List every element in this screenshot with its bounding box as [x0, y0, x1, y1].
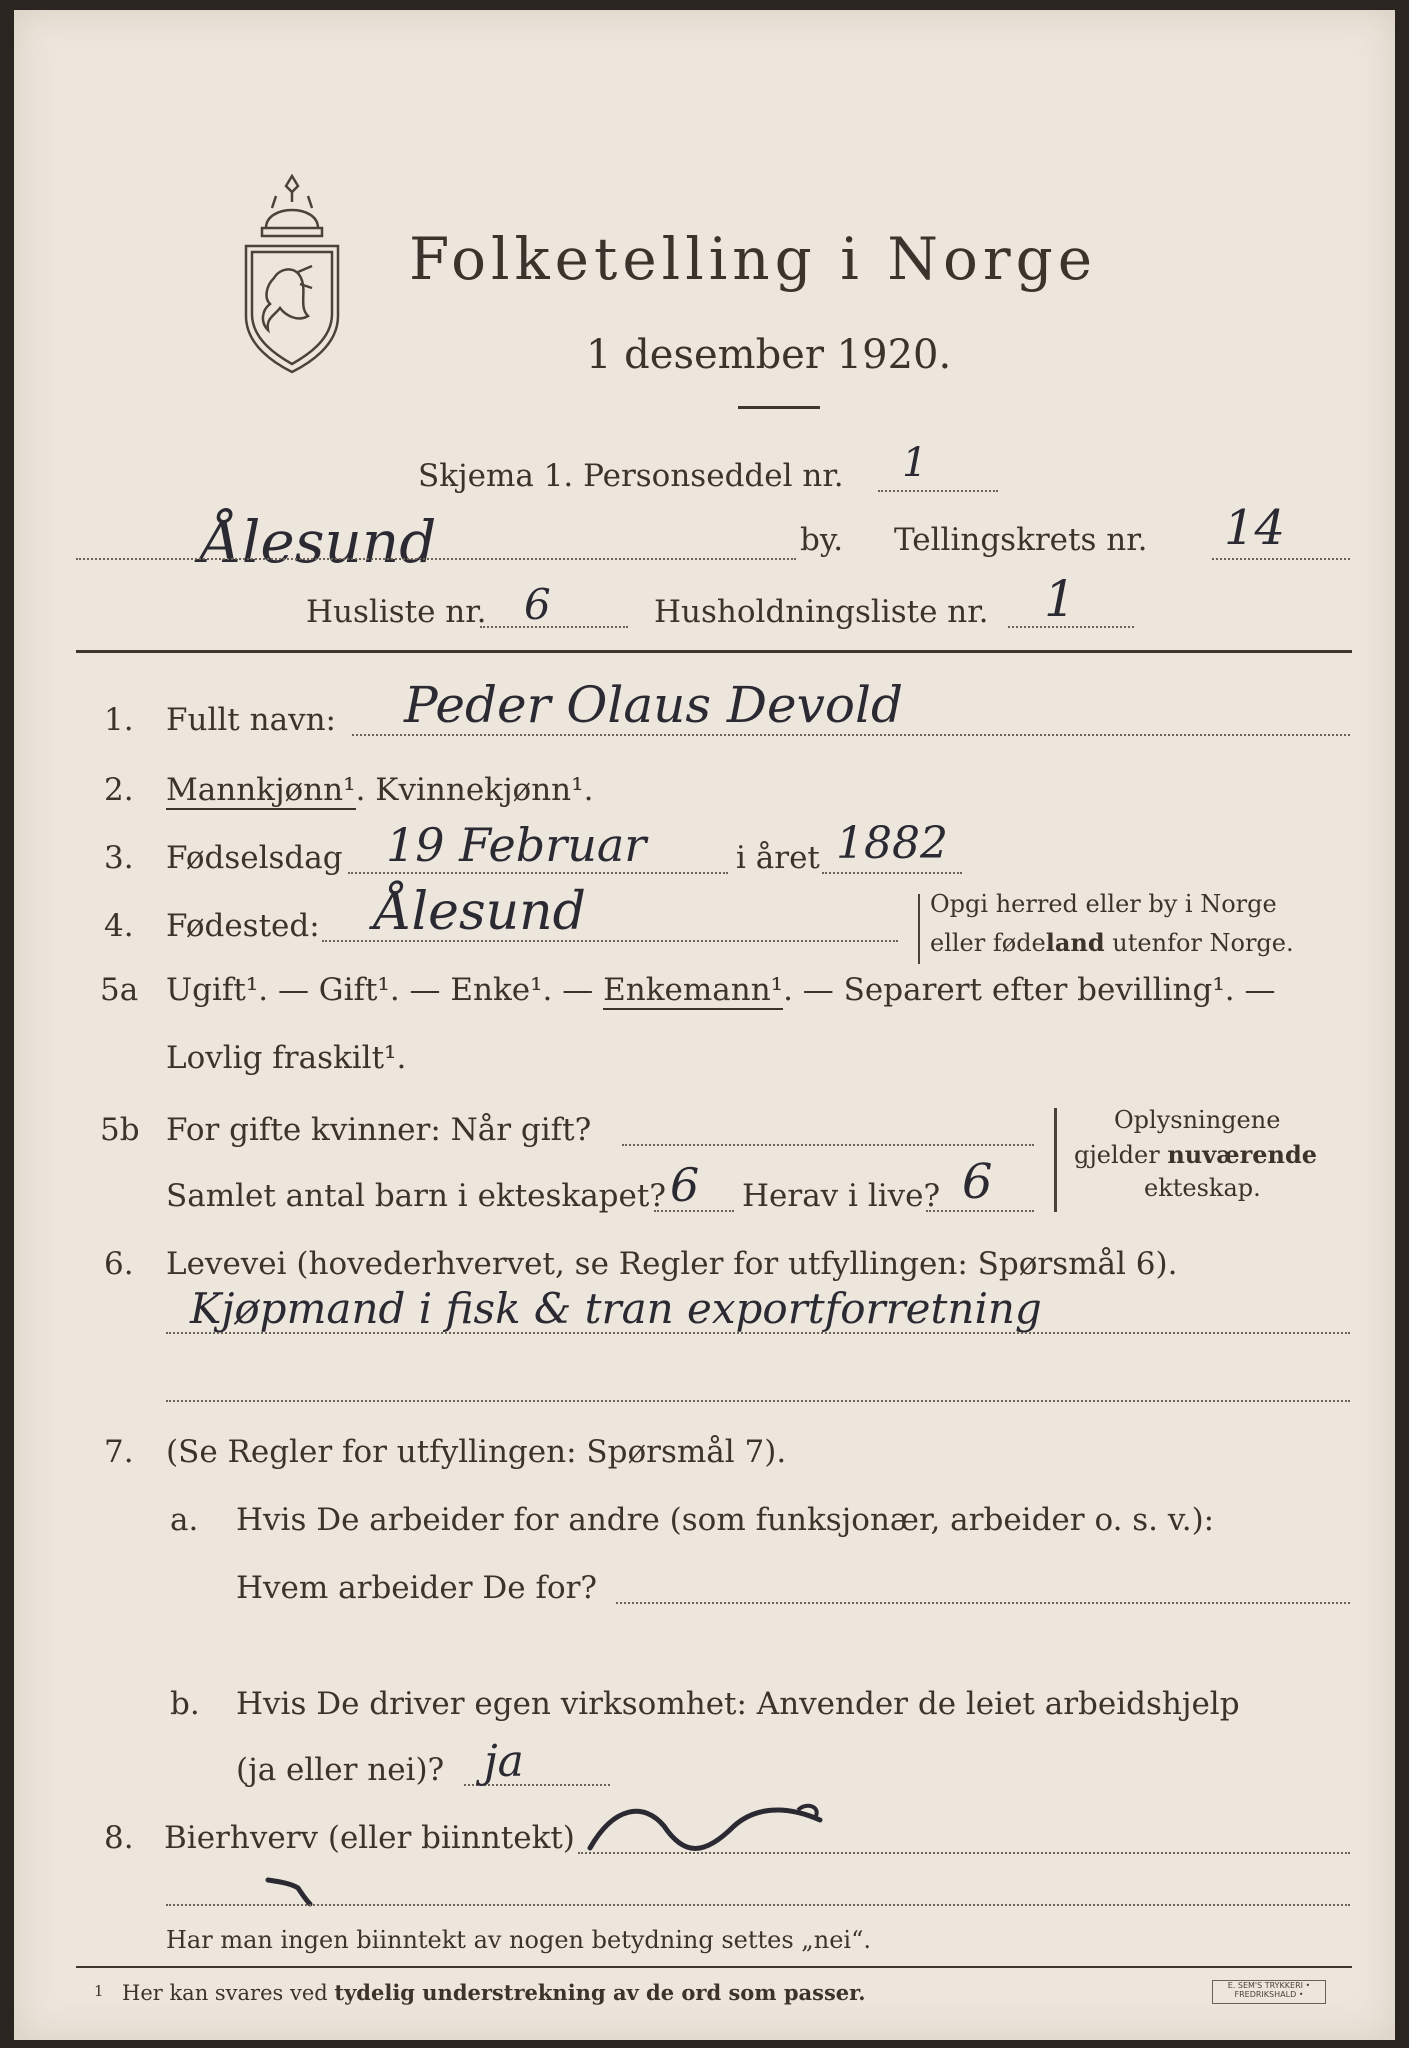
q8-label: Bierhverv (eller biinntekt) [164, 1820, 575, 1856]
city-value: Ålesund [200, 508, 437, 576]
q7b-text: Hvis De driver egen virksomhet: Anvender de leiet arbeidshjelp [236, 1686, 1240, 1722]
q5b-note-line1: Oplysningene [1114, 1106, 1281, 1134]
q5b-number: 5b [100, 1112, 140, 1148]
q6-dots-1 [166, 1332, 1350, 1334]
q5b-label2: Samlet antal barn i ekteskapet? [166, 1178, 666, 1214]
q8-dash-mark [584, 1796, 834, 1866]
q7a-dots [616, 1602, 1350, 1604]
coat-of-arms-icon [236, 168, 348, 378]
husliste-label: Husliste nr. [306, 594, 487, 630]
q7b-letter: b. [170, 1686, 200, 1722]
q4-note-line2: eller fødeland utenfor Norge. [930, 928, 1294, 957]
q3-label: Fødselsdag [166, 840, 343, 876]
q4-note-line1: Opgi herred eller by i Norge [930, 890, 1277, 918]
birthplace-value: Ålesund [374, 882, 586, 942]
husholdning-label: Husholdningsliste nr. [654, 594, 989, 630]
q7-number: 7. [104, 1434, 134, 1470]
q5a-options: Ugift¹. — Gift¹. — Enke¹. — Enkemann¹. — Separert efter bevilling¹. — [166, 972, 1276, 1008]
census-form [14, 10, 1395, 2040]
q2-separator: . [355, 772, 366, 808]
q3-year-dots [822, 872, 962, 874]
q6-label: Levevei (hovederhvervet, se Regler for utfyllingen: Spørsmål 6). [166, 1246, 1178, 1282]
q7a-question: Hvem arbeider De for? [236, 1570, 598, 1606]
birthday-value: 19 Februar [386, 818, 647, 872]
city-dots [76, 558, 796, 560]
q4-number: 4. [104, 908, 134, 944]
q7a-letter: a. [170, 1502, 199, 1538]
q5b-note-line3: ekteskap. [1144, 1174, 1261, 1202]
form-title: Folketelling i Norge [409, 225, 1098, 293]
skjema-value: 1 [902, 440, 928, 486]
printer-mark: E. SEM'S TRYKKERI • FREDRIKSHALD • [1212, 1980, 1326, 2004]
q5b-married-dots [622, 1144, 1034, 1146]
skjema-dots [878, 490, 998, 492]
option-mannkjonn: Mannkjønn¹ [166, 772, 356, 808]
tellingskrets-label: Tellingskrets nr. [894, 522, 1148, 558]
footer-note: Har man ingen biinntekt av nogen betydning settes „nei“. [166, 1926, 871, 1954]
q1-label: Fullt navn: [166, 702, 336, 738]
q4-brace [918, 894, 920, 964]
header-rule [76, 650, 1352, 653]
q7-label: (Se Regler for utfyllingen: Spørsmål 7). [166, 1434, 787, 1470]
title-divider [738, 406, 820, 409]
birth-year-value: 1882 [836, 818, 948, 869]
q5b-live-dots [926, 1210, 1034, 1212]
tellingskrets-value: 14 [1224, 500, 1286, 556]
q5b-brace [1054, 1108, 1057, 1212]
q7b-value: ja [484, 1736, 524, 1787]
footnote-mark: 1 [94, 1982, 104, 2000]
census-date: 1 desember 1920. [586, 332, 952, 378]
option-kvinnekjonn: Kvinnekjønn¹. [375, 772, 594, 808]
q2-options [166, 772, 593, 808]
q3-year-label: i året [736, 840, 820, 876]
footnote-text: Her kan svares ved tydelig understrekning av de ord som passer. [122, 1980, 866, 2005]
q1-number: 1. [104, 702, 134, 738]
q3-dots [348, 872, 728, 874]
q5a-number: 5a [100, 972, 139, 1008]
children-value: 6 [670, 1158, 700, 1212]
q6-number: 6. [104, 1246, 134, 1282]
q8-number: 8. [104, 1820, 134, 1856]
q7a-text: Hvis De arbeider for andre (som funksjonær, arbeider o. s. v.): [236, 1502, 1215, 1538]
option-enkemann: Enkemann¹ [603, 972, 784, 1008]
q2-number: 2. [104, 772, 134, 808]
q5b-note-line2: gjelder nuværende [1074, 1140, 1318, 1169]
q5b-label1: For gifte kvinner: Når gift? [166, 1112, 592, 1148]
husholdning-value: 1 [1044, 570, 1076, 628]
q5a-line2: Lovlig fraskilt¹. [166, 1040, 407, 1076]
q7b-question: (ja eller nei)? [236, 1752, 445, 1788]
q6-dots-2 [166, 1400, 1350, 1402]
occupation-value: Kjøpmand i fisk & tran exportforretning [190, 1284, 1042, 1333]
husliste-dots [480, 626, 628, 628]
q3-number: 3. [104, 840, 134, 876]
children-alive-value: 6 [962, 1154, 993, 1210]
q8-dots-2 [166, 1904, 1350, 1906]
full-name-value: Peder Olaus Devold [404, 676, 903, 734]
tellingskrets-dots [1212, 558, 1350, 560]
q1-dots [352, 734, 1350, 736]
q4-label: Fødested: [166, 908, 320, 944]
skjema-label: Skjema 1. Personseddel nr. [418, 458, 844, 494]
q5b-live-label: Herav i live? [742, 1178, 941, 1214]
by-label: by. [800, 522, 844, 558]
husliste-value: 6 [524, 580, 551, 629]
footer-rule [76, 1966, 1352, 1968]
